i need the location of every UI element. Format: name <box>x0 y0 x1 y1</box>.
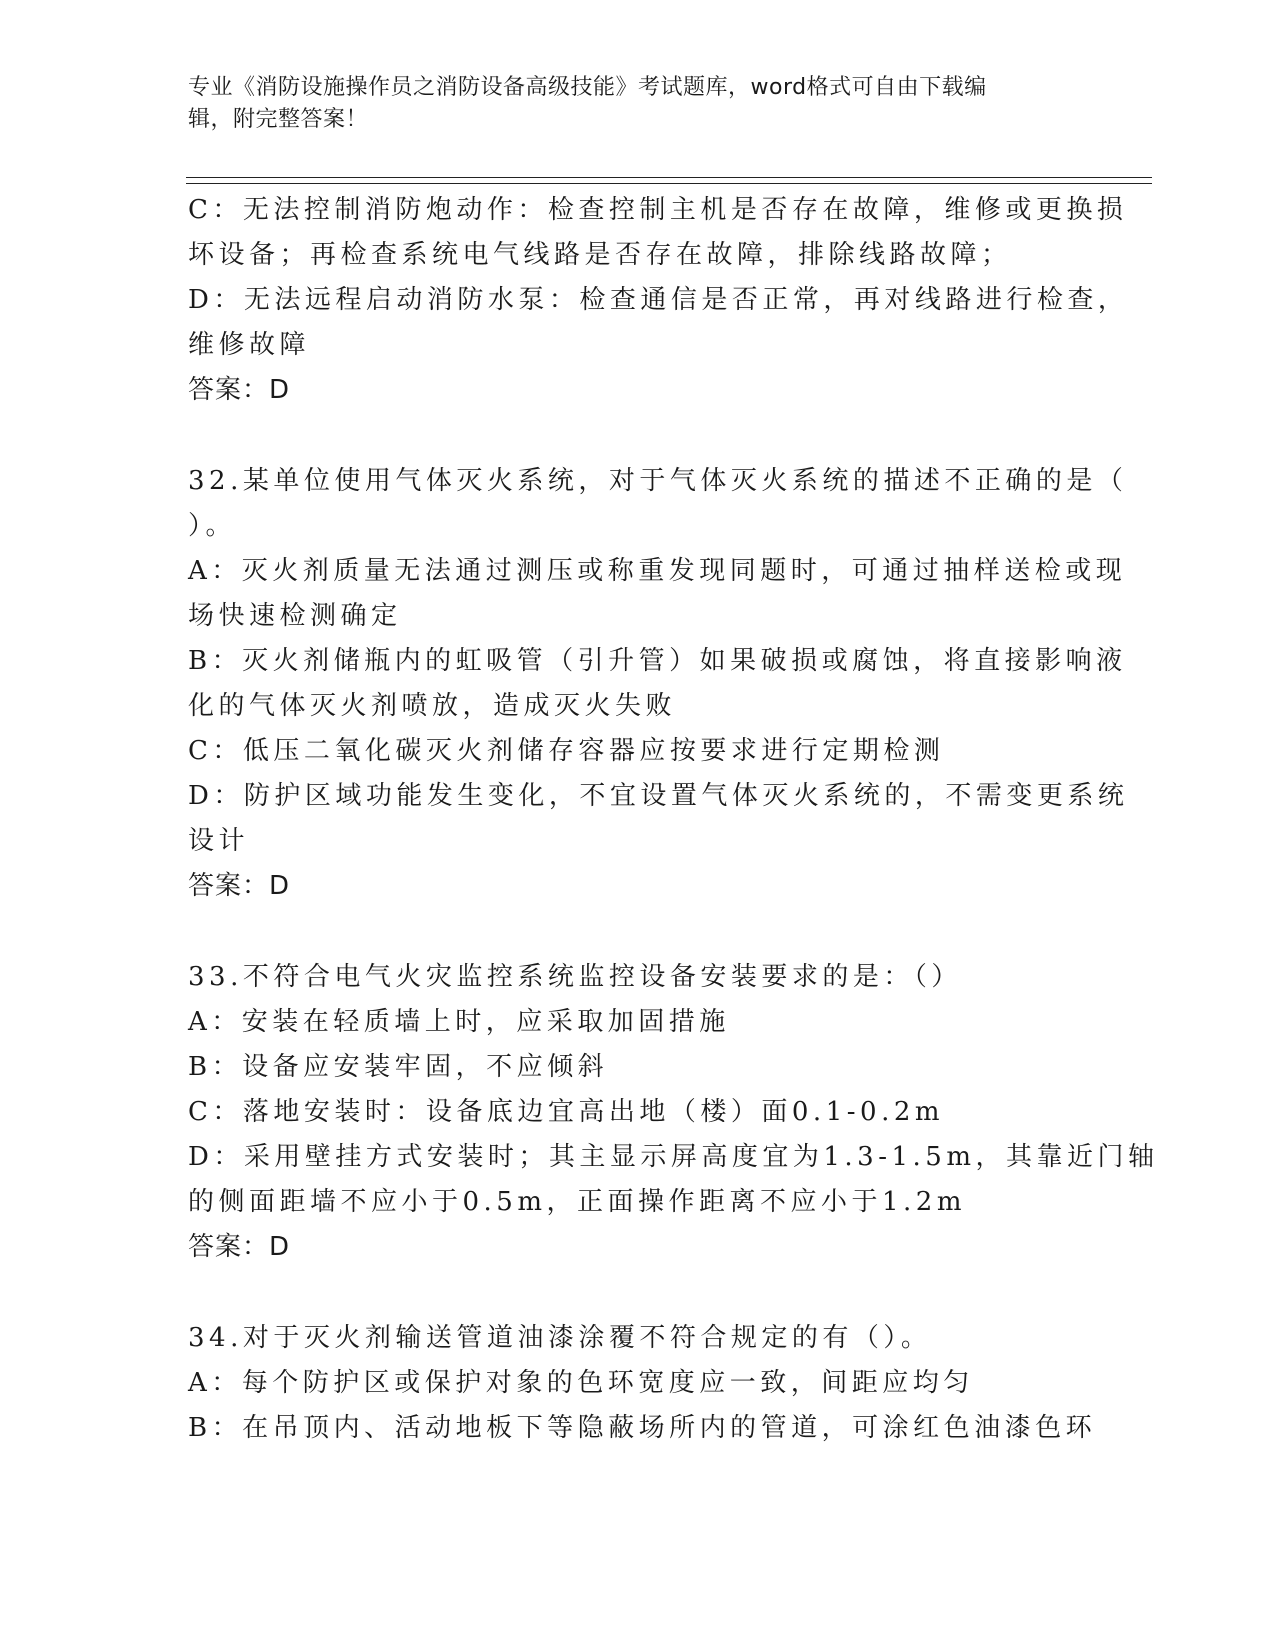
option-b: B：设备应安装牢固，不应倾斜 <box>188 1052 609 1082</box>
question-list <box>188 188 1159 1451</box>
option-a: A：安装在轻质墙上时，应采取加固措施 <box>188 1007 730 1037</box>
header-divider-bottom <box>186 183 1152 184</box>
header-line-2: 辑，附完整答案！ <box>188 107 369 132</box>
option-d: D：采用壁挂方式安装时；其主显示屏高度宜为1.3-1.5m，其靠近门轴 <box>188 1142 1159 1172</box>
option-b: B：灭火剂储瓶内的虹吸管（引升管）如果破损或腐蚀，将直接影响液 <box>188 646 1127 676</box>
document-header <box>188 72 1068 136</box>
header-divider-top <box>186 177 1152 178</box>
spacer <box>188 413 1088 459</box>
spacer <box>188 1270 1088 1316</box>
question-31 <box>188 188 1129 413</box>
option-a: A：灭火剂质量无法通过测压或称重发现同题时，可通过抽样送检或现 <box>188 556 1127 586</box>
question-stem: 34.对于灭火剂输送管道油漆涂覆不符合规定的有（）。 <box>188 1323 932 1353</box>
option-b-cont: 化的气体灭火剂喷放，造成灭火失败 <box>188 691 677 721</box>
question-stem-cont: ）。 <box>188 511 237 541</box>
option-b: B：在吊顶内、活动地板下等隐蔽场所内的管道，可涂红色油漆色环 <box>188 1413 1097 1443</box>
answer: 答案：D <box>188 375 291 405</box>
option-c: C：落地安装时：设备底边宜高出地（楼）面0.1-0.2m <box>188 1097 945 1127</box>
answer: 答案：D <box>188 871 291 901</box>
option-d: D：防护区域功能发生变化，不宜设置气体灭火系统的，不需变更系统 <box>188 781 1129 811</box>
question-32 <box>188 459 1129 909</box>
header-line-1: 专业《消防设施操作员之消防设备高级技能》考试题库，word格式可自由下载编 <box>188 75 987 100</box>
option-c: C：低压二氧化碳灭火剂储存容器应按要求进行定期检测 <box>188 736 945 766</box>
option-c-cont: 坏设备；再检查系统电气线路是否存在故障，排除线路故障； <box>188 240 1012 270</box>
option-a-cont: 场快速检测确定 <box>188 601 402 631</box>
spacer <box>188 909 1088 955</box>
option-d-cont: 设计 <box>188 826 250 856</box>
question-34 <box>188 1316 1097 1451</box>
option-a: A：每个防护区或保护对象的色环宽度应一致，间距应均匀 <box>188 1368 974 1398</box>
option-d: D：无法远程启动消防水泵：检查通信是否正常，再对线路进行检查， <box>188 285 1129 315</box>
option-c: C：无法控制消防炮动作：检查控制主机是否存在故障，维修或更换损 <box>188 195 1128 225</box>
question-stem: 32.某单位使用气体灭火系统，对于气体灭火系统的描述不正确的是（ <box>188 466 1128 496</box>
option-d-cont: 维修故障 <box>188 330 311 360</box>
question-33 <box>188 955 1159 1270</box>
question-stem: 33.不符合电气火灾监控系统监控设备安装要求的是：（） <box>188 962 962 992</box>
option-d-cont: 的侧面距墙不应小于0.5m，正面操作距离不应小于1.2m <box>188 1187 967 1217</box>
answer: 答案：D <box>188 1232 291 1262</box>
